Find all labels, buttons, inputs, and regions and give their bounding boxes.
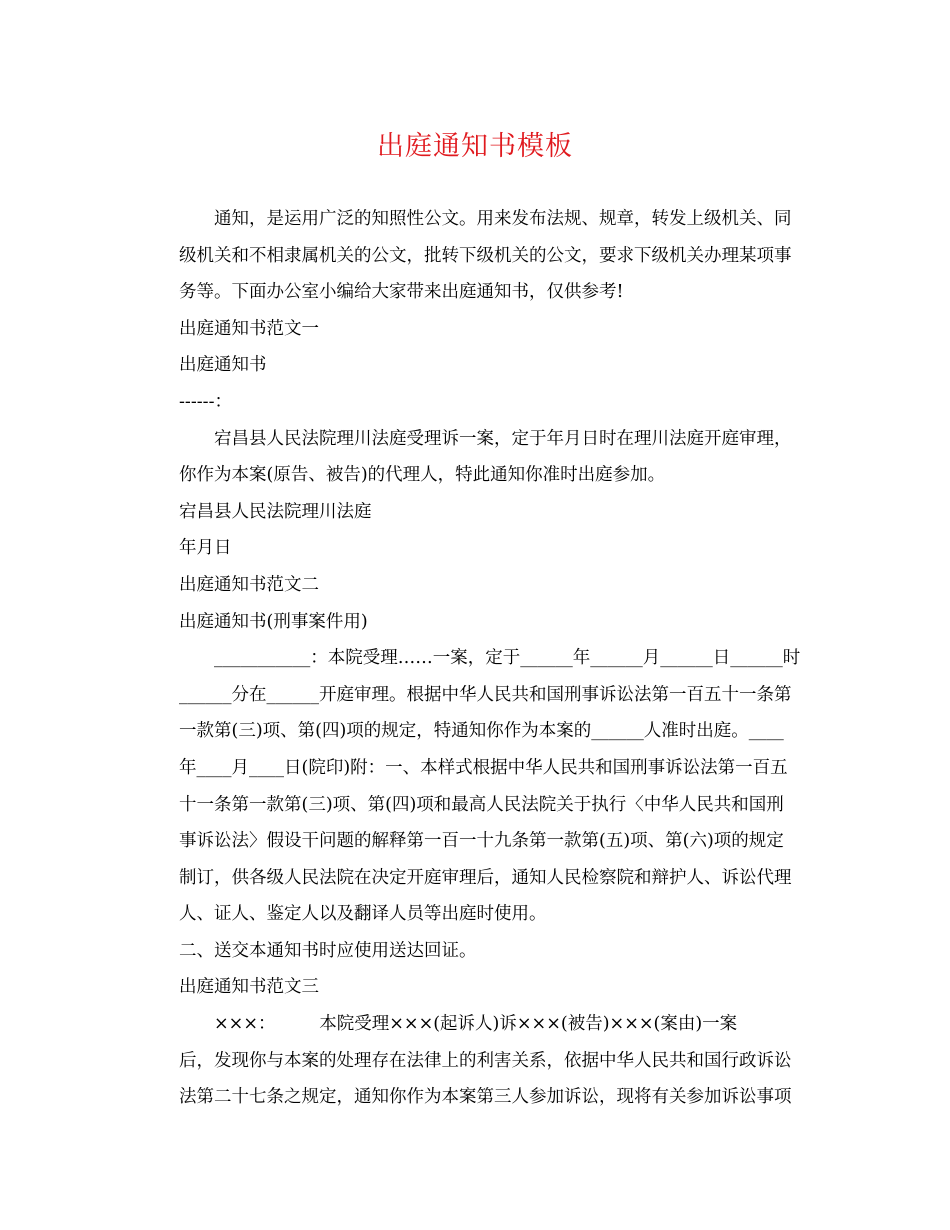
text-line: 一款第(三)项、第(四)项的规定，特通知你作为本案的______人准时出庭。____ <box>179 721 784 742</box>
sample1-salutation: ------： <box>179 391 232 412</box>
document-body <box>144 201 808 1116</box>
text-line: 制订，供各级人民法院在决定开庭审理后，通知人民检察院和辩护人、诉讼代理 <box>179 867 792 888</box>
text-line: 级机关和不相隶属机关的公文，批转下级机关的公文，要求下级机关办理某项事 <box>179 245 792 266</box>
text-line: 务等。下面办公室小编给大家带来出庭通知书，仅供参考! <box>179 282 624 303</box>
text-line: 宕昌县人民法院理川法庭受理诉一案，定于年月日时在理川法庭开庭审理， <box>214 428 792 449</box>
text-line: 人、证人、鉴定人以及翻译人员等出庭时使用。 <box>179 904 547 925</box>
sample3-body <box>144 1006 808 1116</box>
sample1-heading: 出庭通知书范文一 <box>179 318 319 339</box>
sample2-note2: 二、送交本通知书时应使用送达回证。 <box>179 940 477 961</box>
sample1-signature: 宕昌县人民法院理川法庭 <box>179 501 372 522</box>
sample2-body <box>144 640 808 933</box>
document-title: 出庭通知书模板 <box>377 131 573 162</box>
text-line: 年____月____日(院印)附：一、本样式根据中华人民共和国刑事诉讼法第一百五 <box>179 757 788 778</box>
text-line: ______分在______开庭审理。根据中华人民共和国刑事诉讼法第一百五十一条第 <box>179 684 792 705</box>
text-line: 法第二十七条之规定，通知你作为本案第三人参加诉讼，现将有关参加诉讼事项 <box>179 1087 792 1108</box>
text-line: 十一条第一款第(三)项、第(四)项和最高人民法院关于执行〈中华人民共和国刑 <box>179 794 784 815</box>
text-line: 你作为本案(原告、被告)的代理人，特此通知你准时出庭参加。 <box>179 465 666 486</box>
text-line: 事诉讼法〉假设干问题的解释第一百一十九条第一款第(五)项、第(六)项的规定 <box>179 831 784 852</box>
intro-paragraph <box>144 201 808 311</box>
sample1-subtitle: 出庭通知书 <box>179 355 267 376</box>
sample2-subtitle: 出庭通知书(刑事案件用) <box>179 611 368 632</box>
sample1-body <box>144 421 808 494</box>
sample1-date: 年月日 <box>179 538 232 559</box>
text-line: 通知，是运用广泛的知照性公文。用来发布法规、规章，转发上级机关、同 <box>214 209 792 229</box>
text-line: ___________：本院受理……一案，定于______年______月______日______时 <box>214 648 801 669</box>
text-line: ×××： 本院受理×××(起诉人)诉×××(被告)×××(案由)一案 <box>214 1014 738 1035</box>
sample2-heading: 出庭通知书范文二 <box>179 574 319 595</box>
text-line: 后，发现你与本案的处理存在法律上的利害关系，依据中华人民共和国行政诉讼 <box>179 1050 792 1071</box>
sample3-heading: 出庭通知书范文三 <box>179 977 319 998</box>
